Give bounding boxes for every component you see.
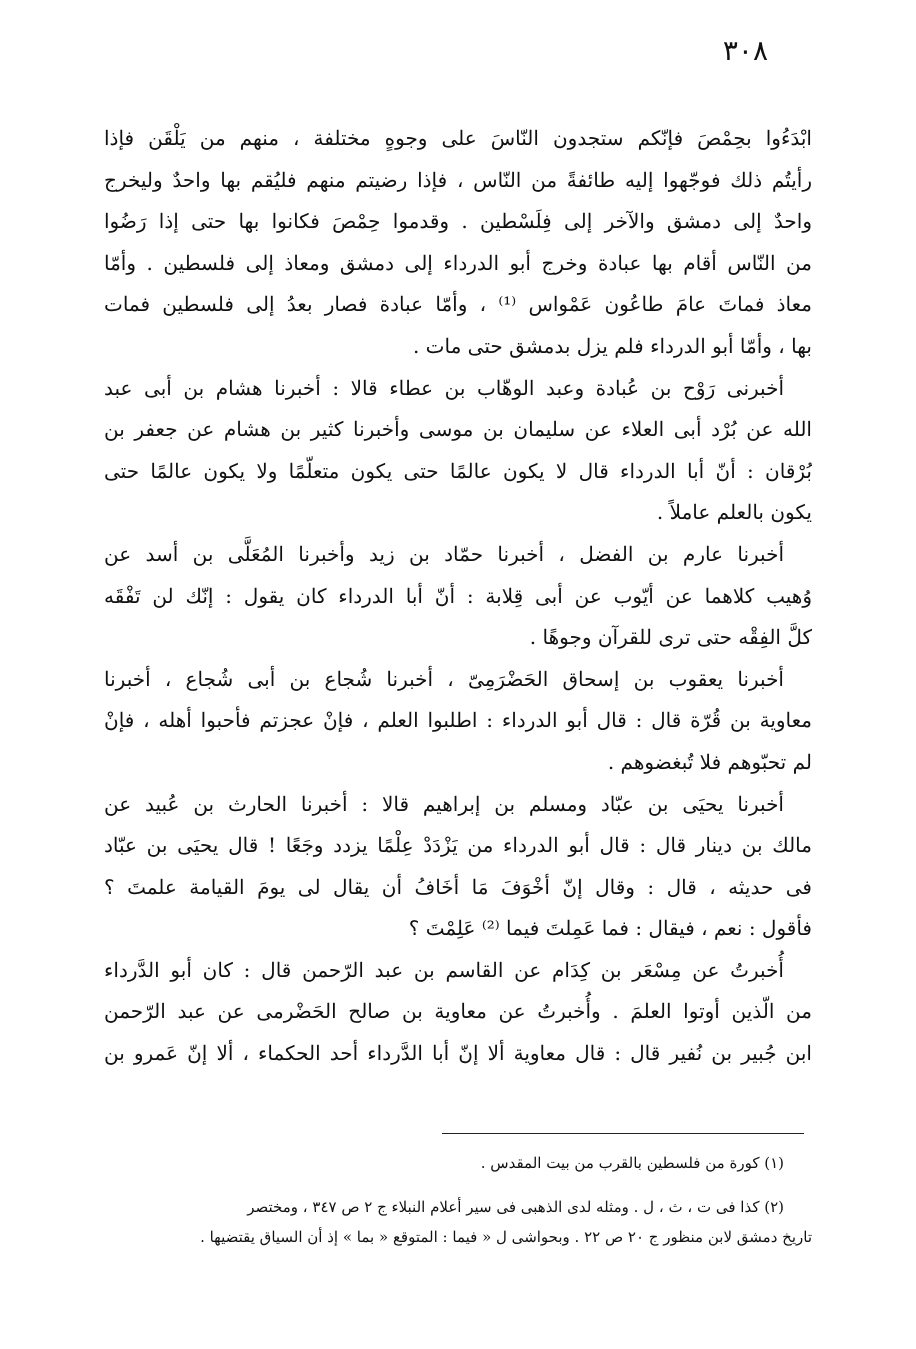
text-line: لم تحبّوهم فلا تُبغضوهم . [607,749,812,774]
footnote [104,1192,812,1252]
text-line: الله عن بُرْد أبى العلاء عن سليمان بن موسى وأخبرنا كثير بن هشام عن جعفر بن [104,417,812,442]
footnote [104,1148,812,1178]
footnote-line: تاريخ دمشق لابن منظور ج ٢٠ ص ٢٢ . وبحواشى ل « فيما : المتوقع « بما » إذ أن السياق يقتضيها . [200,1228,812,1246]
paragraph [104,659,812,784]
body-text [104,118,812,1075]
paragraph [104,118,812,368]
text-line: كلَّ الفِقْه حتى ترى للقرآن وجوهًا . [529,625,812,650]
text-line: أُخبرتُ عن مِسْعَر بن كِدَام عن القاسم بن عبد الرّحمن قال : كان أبو الدَّرداء [104,957,784,982]
footnote-divider [442,1133,804,1134]
page-number: ٣٠٨ [722,34,768,67]
text-line: ابن جُبير بن نُفير قال : قال معاوية ألا إنّ أبا الدَّرداء أحد الحكماء ، ألا إنّ عَمرو بن [104,1041,812,1066]
text-line: مالك بن دينار قال : قال أبو الدرداء من يَزْدَدْ عِلْمًا يزدد وجَعًا ! قال يحيَى بن عبّاد [104,833,812,858]
text-line: معاوية بن قُرّة قال : قال أبو الدرداء : اطلبوا العلم ، فإنْ عجزتم فأحبوا أهله ، فإنْ [104,708,812,733]
text-line: أخبرنا عارم بن الفضل ، أخبرنا حمّاد بن زيد وأخبرنا المُعَلَّى بن أسد عن [104,541,784,566]
text-line: أخبرنا يعقوب بن إسحاق الحَضْرَمِىّ ، أخبرنا شُجاع بن أبى شُجاع ، أخبرنا [104,666,784,691]
text-line: بها ، وأمّا أبو الدرداء فلم يزل بدمشق حتى مات . [412,333,812,358]
text-line: بُرْقان : أنّ أبا الدرداء قال لا يكون عالمًا حتى يكون متعلّمًا ولا يكون عالمًا حتى [104,458,812,483]
paragraph [104,784,812,950]
paragraph [104,950,812,1075]
text-line: يكون بالعلم عاملاً . [656,500,812,525]
text-line: من الّذين أوتوا العلمَ . وأُخبرتُ عن معاوية بن صالح الحَضْرمى عن عبد الرّحمن [104,999,812,1024]
text-line: أخبرنى رَوْح بن عُبادة وعبد الوهّاب بن عطاء قالا : أخبرنا هشام بن أبى عبد [104,375,784,400]
text-line: من النّاس أقام بها عبادة وخرج أبو الدرداء إلى دمشق ومعاذ إلى فلسطين . وأمّا [104,250,812,275]
text-line: واحدٌ إلى دمشق والآخر إلى فِلَسْطين . وقدموا حِمْصَ فكانوا بها حتى إذا رَضُوا [104,209,812,234]
text-line: فأقول : نعم ، فيقال : فما عَمِلتَ فيما ⁽²⁾ عَلِمْتَ ؟ [408,916,812,941]
paragraph [104,368,812,534]
footnote-line: (٢) كذا فى ت ، ث ، ل . ومثله لدى الذهبى فى سير أعلام النبلاء ج ٢ ص ٣٤٧ ، ومختصر [247,1198,784,1216]
footnotes [104,1148,812,1252]
text-line: رأيتُم ذلك فوجّهوا إليه طائفةً من النّاس ، فإذا رضيتم منهم فليُقم بها واحدٌ وليخرج [104,167,812,192]
footnote-line: (١) كورة من فلسطين بالقرب من بيت المقدس . [480,1154,784,1172]
text-line: وُهيب كلاهما عن أيّوب عن أبى قِلابة : أنّ أبا الدرداء كان يقول : إنّك لن تَفْقَه [104,583,812,608]
text-line: فى حديثه ، قال : وقال إنّ أخْوَفَ مَا أخَافُ أن يقال لى يومَ القيامة علمتَ ؟ [104,874,812,899]
text-line: ابْدَءُوا بحِمْصَ فإنّكم ستجدون النّاسَ على وجوهٍ مختلفة ، منهم من يَلْقَن فإذا [104,126,812,150]
text-line: أخبرنا يحيَى بن عبّاد ومسلم بن إبراهيم قالا : أخبرنا الحارث بن عُبيد عن [104,791,784,816]
paragraph [104,534,812,659]
text-line: معاذ فماتَ عامَ طاعُون عَمْواس ⁽¹⁾ ، وأمّا عبادة فصار بعدُ إلى فلسطين فمات [104,292,812,317]
